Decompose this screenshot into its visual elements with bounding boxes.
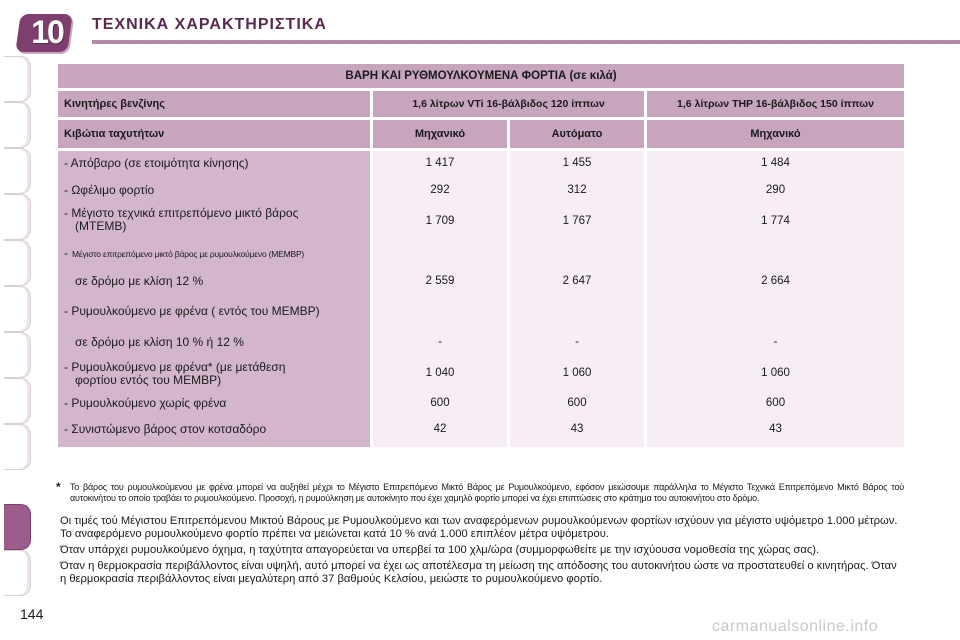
cell-slope-10-12-c: - (773, 336, 778, 348)
row-label-payload: - Ωφέλιμο φορτίο (64, 183, 155, 197)
cell-slope-12-a: 2 559 (425, 275, 455, 287)
footnote-star: * (56, 480, 61, 494)
row-label-slope-12: σε δρόμο με κλίση 12 % (75, 274, 204, 288)
chapter-tab-rail (0, 56, 34, 596)
chapter-tab-10-active[interactable] (4, 504, 31, 550)
cell-towball-b: 43 (570, 423, 584, 435)
cell-curb-weight-b: 1 455 (562, 157, 592, 169)
cell-mtemb-c: 1 774 (761, 215, 790, 227)
cell-towball-a: 42 (433, 423, 447, 435)
row-label-curb-weight: - Απόβαρο (σε ετοιμότητα κίνησης) (64, 156, 249, 170)
row-label-braked-trailer-transfer: - Ρυμουλκούμενο με φρένα* (με μετάθεση (64, 360, 286, 374)
body-text (60, 515, 904, 589)
row-label-unbraked-trailer: - Ρυμουλκούμενο χωρίς φρένα (64, 396, 227, 410)
gearbox-b-header: Αυτόματο (510, 120, 644, 148)
gearbox-label: Κιβώτια ταχυτήτων (58, 120, 370, 148)
paragraph-temperature: Όταν η θερμοκρασία περιβάλλοντος είναι υψηλή, αυτό μπορεί να έχει ως αποτέλεσμα τη μείωση της απόδοσης του αυτοκινήτου ώστε να προστατευθεί ο κινητήρας. Όταν η θερμοκρασία περιβάλλοντος είναι μεγαλύτερη από 37 βαθμούς Κελσίου, μειώστε το ρυμουλκούμενο φορτίο. (60, 560, 897, 585)
gearbox-row (58, 120, 904, 148)
row-label-towball-weight: - Συνιστώμενο βάρος στον κοτσαδόρο (64, 422, 267, 436)
cell-unbraked-b: 600 (567, 397, 587, 409)
chapter-tab-11[interactable] (4, 550, 31, 596)
cell-payload-c: 290 (765, 184, 786, 196)
cell-mtemb-a: 1 709 (425, 215, 455, 227)
row-label-braked-trailer-transfer-2: φορτίου εντός του MEMBP) (75, 373, 222, 387)
paragraph-altitude: Οι τιμές τού Μέγιστου Επιτρεπόμενου Μικτού Βάρους με Ρυμουλκούμενο και των αναφερόμενων ρυμουλκούμενων φορτίων ισχύουν για μέγιστο υψόμετρο 1.000 μέτρων. Το αναφερόμενο ρυμουλκούμενο φορτίο πρέπει να μειώνεται κατά 10 % ανά 1.000 επιπλέον μέτρα υψόμετρου. (60, 515, 898, 540)
row-label-mtemb: - Μέγιστο τεχνικά επιτρεπόμενο μικτό βάρος (64, 206, 299, 220)
cell-towball-c: 43 (769, 423, 782, 435)
paragraph-speed-limit: Όταν υπάρχει ρυμουλκούμενο όχημα, η ταχύτητα απαγορεύεται να υπερβεί τα 100 χλμ/ώρα (συμμορφωθείτε με την ισχύουσα νομοθεσία της χώρας σας). (60, 544, 820, 556)
chapter-tab-9[interactable] (4, 424, 31, 470)
chapter-tab-2[interactable] (4, 102, 31, 148)
cell-unbraked-c: 600 (765, 397, 786, 409)
watermark: carmanualsonline.info (712, 618, 879, 635)
cell-braked-transfer-b: 1 060 (562, 367, 592, 379)
row-label-braked-trailer: - Ρυμουλκούμενο με φρένα ( εντός του MEMBP) (64, 304, 320, 318)
cell-payload-a: 292 (430, 184, 450, 196)
gearbox-c-header: Μηχανικό (647, 120, 904, 148)
table-title: ΒΑΡΗ ΚΑΙ ΡΥΘΜΟΥΛΚΟΥΜΕΝΑ ΦΟΡΤΙΑ (σε κιλά) (58, 64, 904, 88)
header-rule (92, 40, 960, 44)
cell-curb-weight-c: 1 484 (761, 157, 790, 169)
engine-1-header: 1,6 λίτρων VTi 16-βάλβιδος 120 ίππων (373, 91, 644, 117)
cell-payload-b: 312 (567, 184, 587, 196)
row-label-mtemb-2: (MTEMB) (75, 219, 127, 233)
cell-slope-10-12-b: - (575, 336, 579, 348)
chapter-tab-4[interactable] (4, 194, 31, 240)
table-body (58, 151, 904, 447)
page-number: 144 (20, 606, 44, 622)
footnote (56, 480, 904, 504)
weights-table (58, 64, 904, 447)
chapter-tab-5[interactable] (4, 240, 31, 286)
cell-unbraked-a: 600 (430, 397, 450, 409)
cell-mtemb-b: 1 767 (562, 215, 592, 227)
engine-row (58, 91, 904, 117)
engines-label: Κινητήρες βενζίνης (58, 91, 370, 117)
cell-braked-transfer-c: 1 060 (761, 367, 790, 379)
chapter-title: ΤΕΧΝΙΚΑ ΧΑΡΑΚΤΗΡΙΣΤΙΚΑ (92, 16, 327, 33)
chapter-tab-7[interactable] (4, 332, 31, 378)
cell-slope-12-b: 2 647 (562, 275, 592, 287)
chapter-tab-6[interactable] (4, 286, 31, 332)
row-label-slope-10-12: σε δρόμο με κλίση 10 % ή 12 % (75, 335, 244, 349)
chapter-tab-8[interactable] (4, 378, 31, 424)
engine-2-header: 1,6 λίτρων THP 16-βάλβιδος 150 ίππων (647, 91, 904, 117)
row-dash-membp: - (64, 246, 68, 260)
gearbox-a-header: Μηχανικό (373, 120, 507, 148)
cell-slope-12-c: 2 664 (761, 275, 790, 287)
footnote-text: Το βάρος του ρυμουλκούμενου με φρένα μπορεί να αυξηθεί μέχρι το Μέγιστο Επιτρεπόμενο Μικτό Βάρος με Ρυμουλκούμενο, εφόσον μειώσουμε παράλληλα το Μέγιστο Τεχνικά Επιτρεπόμενο Μικτό Βάρος τού αυτοκινήτου το οποίο τραβάει το ρυμουλκούμενο. Προσοχή, η ρυμούλκηση με αυτοκίνητο που έχει χαμηλό φορτίο μπορεί να έχει επιπτώσεις στο κράτημα του αυτοκινήτου στο δρόμο. (70, 482, 904, 503)
cell-braked-transfer-a: 1 040 (425, 367, 455, 379)
chapter-tab-3[interactable] (4, 148, 31, 194)
cell-curb-weight-a: 1 417 (425, 157, 455, 169)
row-label-membp: Μέγιστο επιτρεπόμενο μικτό βάρος με ρυμουλκούμενο (MEMBP) (72, 249, 305, 259)
chapter-number: 10 (31, 14, 63, 50)
cell-slope-10-12-a: - (438, 336, 442, 348)
chapter-tab-1[interactable] (4, 56, 31, 102)
